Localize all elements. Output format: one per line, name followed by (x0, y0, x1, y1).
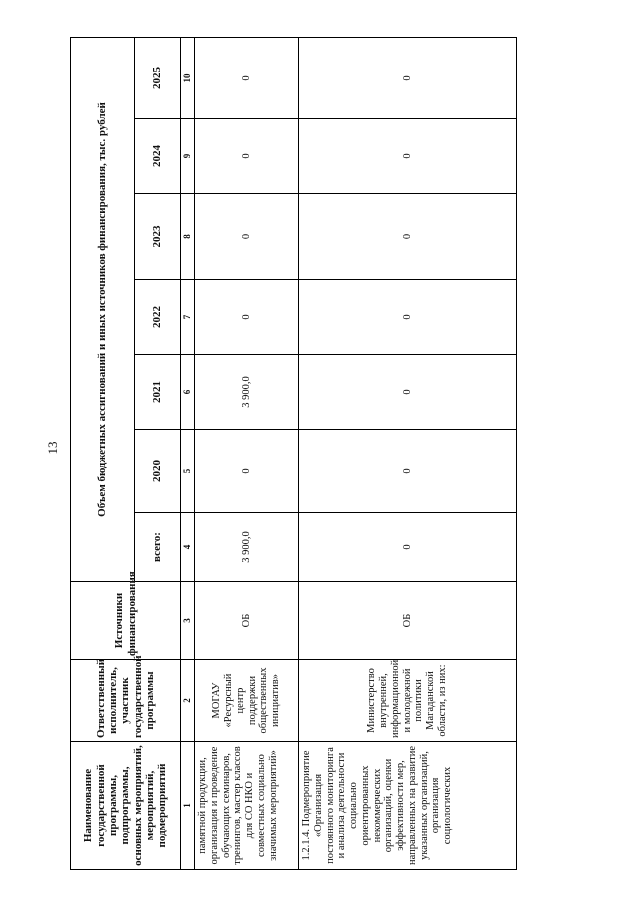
row-value: 0 (195, 280, 299, 355)
column-number: 7 (181, 280, 195, 355)
header-year: 2021 (135, 355, 181, 430)
header-executor: Ответственный исполнитель, участник государственной программы (71, 660, 181, 742)
header-name: Наименование государственной программы, подпрограммы, основных мероприятий, мероприятий, подмероприятий (71, 742, 181, 870)
row-executor: Министерство внутренней, информационной и молодежной политики Магаданской области, из них: (299, 660, 517, 742)
table-row (299, 37, 517, 869)
row-total: 0 (299, 513, 517, 582)
column-number: 1 (181, 742, 195, 870)
row-value: 0 (299, 280, 517, 355)
row-value: 0 (195, 430, 299, 513)
rotated-table-container (70, 38, 516, 870)
column-number: 2 (181, 660, 195, 742)
table-row (195, 37, 299, 869)
row-value: 0 (299, 119, 517, 194)
header-year: 2024 (135, 119, 181, 194)
row-value: 0 (299, 37, 517, 118)
financing-table (70, 37, 517, 870)
column-number: 5 (181, 430, 195, 513)
row-name: 1.2.1.4. Подмероприятие «Организация постоянного мониторинга и анализа деятельности социально ориентированных некоммерческих организаций, оценки эффективности мер, направленных на развитие указанных организаций, организация социологических (299, 742, 517, 870)
header-year: 2020 (135, 430, 181, 513)
header-year: 2022 (135, 280, 181, 355)
header-funding: Объем бюджетных ассигнований и иных источников финансирования, тыс. рублей (71, 37, 135, 581)
row-value: 0 (299, 355, 517, 430)
column-number: 9 (181, 119, 195, 194)
header-total: всего: (135, 513, 181, 582)
header-year: 2025 (135, 37, 181, 118)
row-source: ОБ (195, 582, 299, 660)
column-number: 8 (181, 194, 195, 280)
row-value: 0 (299, 430, 517, 513)
column-number-row (181, 37, 195, 869)
row-executor: МОГАУ «Ресурсный центр поддержки общественных инициатив» (195, 660, 299, 742)
column-number: 3 (181, 582, 195, 660)
header-source: Источники финансирования (71, 582, 181, 660)
row-name: памятной продукции, организация и проведение обучающих семинаров, тренингов, мастер классов для СО НКО и совместных социально значимых мероприятий» (195, 742, 299, 870)
column-number: 4 (181, 513, 195, 582)
column-number: 10 (181, 37, 195, 118)
row-value: 3 900,0 (195, 355, 299, 430)
header-year: 2023 (135, 194, 181, 280)
row-value: 0 (195, 37, 299, 118)
page-number: 13 (45, 441, 60, 455)
row-value: 0 (195, 119, 299, 194)
row-value: 0 (195, 194, 299, 280)
row-value: 0 (299, 194, 517, 280)
row-source: ОБ (299, 582, 517, 660)
row-total: 3 900,0 (195, 513, 299, 582)
column-number: 6 (181, 355, 195, 430)
